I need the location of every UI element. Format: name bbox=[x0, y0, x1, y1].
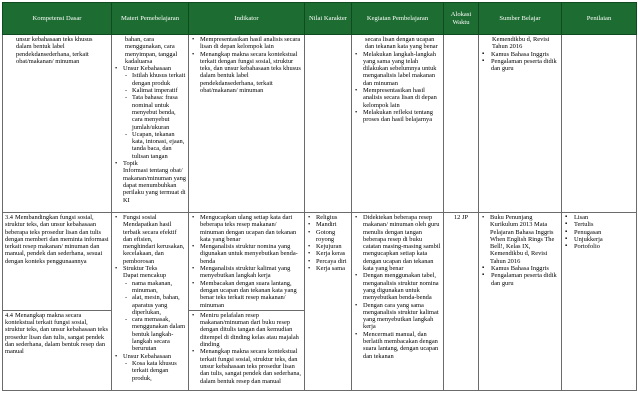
list-item: • Dengan menggunakan tabel, menganalisis struktur nomina yang digunakan untuk menyebutkan benda-benda bbox=[363, 272, 441, 301]
list-item: • Menganalisis struktur nomina yang digunakan untuk menyebutkan benda-benda bbox=[200, 243, 302, 265]
penilaian-cell bbox=[562, 213, 637, 391]
list-item: ▪ Penugasan bbox=[574, 229, 634, 236]
kd-text: unsur kebahasaan teks khusus dalam bentuk label pendekdansederhana, terkait obat/makanan/ minuman bbox=[16, 36, 93, 65]
table-row bbox=[3, 213, 637, 311]
list-item: • Mengucapkan ulang setiap kata dari beberapa teks resep makanan/ minuman dengan ucapan dan tekanan kata yang benar bbox=[200, 214, 302, 243]
list-item: • Meniru pelafalan resep makanan/minuman dari buku resep dengan ditulis tangan dan kemudian ditempel di dinding kelas atau majalah dinding bbox=[200, 312, 302, 348]
kd-number: 3.4 bbox=[5, 214, 13, 221]
list-item: ▪ Tertulis bbox=[574, 221, 634, 228]
sumber-text: Kemendikbu d, Revisi Tahun 2016 bbox=[492, 36, 550, 51]
table-row bbox=[3, 35, 637, 213]
list-item: - Kosa kata khusus terkait dengan produk, bbox=[132, 360, 186, 382]
alokasi-cell bbox=[444, 213, 479, 391]
kd-cell bbox=[3, 35, 112, 213]
header-nilai-karakter: Nilai Karakter bbox=[305, 3, 352, 35]
materi-text: bahan, cara menggunakan, cara menyimpan, tanggal kadaluarsa bbox=[125, 36, 178, 65]
list-item: • Melakukan refleksi tentang proses dan hasil belajarnya bbox=[363, 109, 441, 124]
list-item: • Buku Penunjang Kurikulum 2013 Mata Pelajaran Bahasa Inggris When English Rings The Bell!, Kelas IX, Kemendikbu d, Revisi Tahun 2016 bbox=[490, 214, 559, 265]
list-item: • Fungsi sosial Mendapatkan hasil terbaik secara efektif dan efisien, menghindari kerusakan, kecelakaan, dan pemborosan bbox=[123, 214, 186, 265]
list-item: ▪ Pengalaman peserta didik dan guru bbox=[491, 58, 559, 73]
list-item: • Mempresentasikan hasil analisis secara lisan di depan kelompok lain bbox=[363, 87, 441, 109]
header-materi: Materi Pemebelajaran bbox=[112, 3, 189, 35]
list-item: ▪ Kamus Bahasa Inggris bbox=[491, 265, 559, 272]
list-item: • Kerja keras bbox=[316, 250, 349, 257]
list-item: • Struktur Teks Dapat mencakup - nama makanan, minuman, - alat, mesin, bahan, aparatus yang diperlukan, - cara memasak, menggunakan dalam bentuk langkah-langkah secara berurutan bbox=[123, 265, 186, 353]
list-item: - Tata bahasa: frasa nominal untuk menyebut benda, cara menyebut jumlah/ukuran bbox=[132, 94, 186, 130]
list-item: ▪ Unjukkerja bbox=[574, 236, 634, 243]
header-indikator: Indikator bbox=[189, 3, 305, 35]
list-item: • Kejujuran bbox=[316, 243, 349, 250]
indikator-cell bbox=[189, 35, 305, 213]
header-penilaian: Penilaian bbox=[562, 3, 637, 35]
list-item: • Membacakan dengan suara lantang, dengan ucapan dan tekanan kata yang benar teks terkait resep makanan/ minuman bbox=[200, 280, 302, 309]
list-item: ▪ Kamus Bahasa Inggris bbox=[491, 51, 559, 58]
list-item: ▪ Pengalaman peserta didik dan guru bbox=[491, 272, 559, 287]
materi-list bbox=[114, 65, 186, 204]
list-item: ▪ Portofolio bbox=[574, 243, 634, 250]
karakter-cell bbox=[305, 35, 352, 213]
list-item: • Menganalisis struktur kalimat yang menyebutkan langkah kerja bbox=[200, 265, 302, 280]
list-item: - Kalimat imperatif bbox=[132, 87, 186, 94]
list-item: • Percaya diri bbox=[316, 258, 349, 265]
list-item: • Mandiri bbox=[316, 221, 349, 228]
list-item: • Topik Informasi tentang obat/ makanan/minuman yang dapat menumbuhkan perilaku yang termuat di KI bbox=[123, 160, 186, 204]
list-item: • Dengan cara yang sama menganalisis struktur kalimat yang menyebutkan langkah kerja bbox=[363, 302, 441, 331]
list-item: • Religius bbox=[316, 214, 349, 221]
list-item: - cara memasak, menggunakan dalam bentuk langkah-langkah secara berurutan bbox=[132, 316, 186, 352]
list-item: • Unsur Kebahasaan - Istilah khusus terkait dengan produk - Kalimat imperatif - Tata bahasa: frasa nominal untuk menyebut benda, cara menyebut jumlah/ukuran - Ucapan, tekanan kata, intonasi, ejaan, tanda baca, dan tulisan tangan bbox=[123, 65, 186, 160]
indikator-cell bbox=[189, 310, 305, 390]
list-item: ▪ Lisan bbox=[574, 214, 634, 221]
kegiatan-text: secara lisan dengan ucapan dan tekanan kata yang benar bbox=[365, 36, 438, 51]
alokasi-waktu-value: 12 JP bbox=[453, 214, 469, 221]
kegiatan-cell bbox=[352, 35, 444, 213]
list-item: • Mencermati manual, dan berlatih membacakan dengan suara lantang, dengan ucapan dan tekanan bbox=[363, 331, 441, 360]
list-item: • Didektekan beberapa resep makanan/ minuman oleh guru menulis dengan tangan beberapa resep di buku catatan masing-masing sambil mengucapkan setiap kata dengan ucapan dan tekanan kata yang benar bbox=[363, 214, 441, 272]
alokasi-cell bbox=[444, 35, 479, 213]
list-item: • Menangkap makna secara kontekstual terkait fungsi sosial, struktur teks, dan unsur kebahasaan teks prosedur lisan dan tulis, sangat pendek dan sederhana, dalam bentuk resep dan manual bbox=[200, 348, 302, 384]
karakter-cell bbox=[305, 213, 352, 391]
list-item: - alat, mesin, bahan, aparatus yang diperlukan, bbox=[132, 294, 186, 316]
list-item: • Kerja sama bbox=[316, 265, 349, 272]
header-kegiatan: Kegiatan Pembelajaran bbox=[352, 3, 444, 35]
header-sumber-belajar: Sumber Belajar bbox=[479, 3, 562, 35]
list-item: • Mempresentasikan hasil analisis secara lisan di depan kelompok lain bbox=[200, 36, 302, 51]
kd-cell bbox=[3, 310, 112, 390]
list-item: • Menangkap makna secara kontekstual terkait dengan fungsi sosial, struktur teks, dan unsur kebahasaan teks khusus dalam bentuk label pendekdansederhana, terkait obat/makanan/ minuman bbox=[200, 51, 302, 95]
list-item: - Ucapan, tekanan kata, intonasi, ejaan, tanda baca, dan tulisan tangan bbox=[132, 131, 186, 160]
header-kompetensi-dasar: Kompetensi Dasar bbox=[3, 3, 112, 35]
kd-cell bbox=[3, 213, 112, 311]
header-row bbox=[3, 3, 637, 35]
list-item: - nama makanan, minuman, bbox=[132, 280, 186, 295]
list-item: - Istilah khusus terkait dengan produk bbox=[132, 72, 186, 87]
list-item: • Melakukan langkah-langkah yang sama yang telah dilakukan sebelumnya untuk menganalisis label makanan dan minuman bbox=[363, 51, 441, 87]
header-alokasi-waktu: Alokasi Waktu bbox=[444, 3, 479, 35]
indikator-cell bbox=[189, 213, 305, 311]
kd-text: Membandingkan fungsi sosial, struktur teks, dan unsur kebahasaan beberapa teks prosedur lisan dan tulis dengan memberi dan meminta informasi terkait resep makanan/ minuman dan manual, pendek dan sederhana, sesuai dengan konteks penggunaannya bbox=[5, 214, 109, 265]
sumber-cell bbox=[479, 213, 562, 391]
list-item: • Gotong royong bbox=[316, 229, 349, 244]
kegiatan-cell bbox=[352, 213, 444, 391]
sumber-cell bbox=[479, 35, 562, 213]
kd-number: 4.4 bbox=[5, 311, 13, 319]
list-item: • Unsur Kebahasaan - Kosa kata khusus terkait dengan produk, bbox=[123, 353, 186, 382]
kd-text: Menangkap makna secara kontekstual terkait fungsi sosial, struktur teks, dan unsur kebahasaan teks prosedur lisan dan tulis, sangat pendek dan sederhana, dalam bentuk resep dan manual bbox=[5, 311, 108, 356]
silabus-table bbox=[2, 2, 637, 391]
materi-cell bbox=[112, 213, 189, 391]
materi-cell bbox=[112, 35, 189, 213]
penilaian-cell bbox=[562, 35, 637, 213]
